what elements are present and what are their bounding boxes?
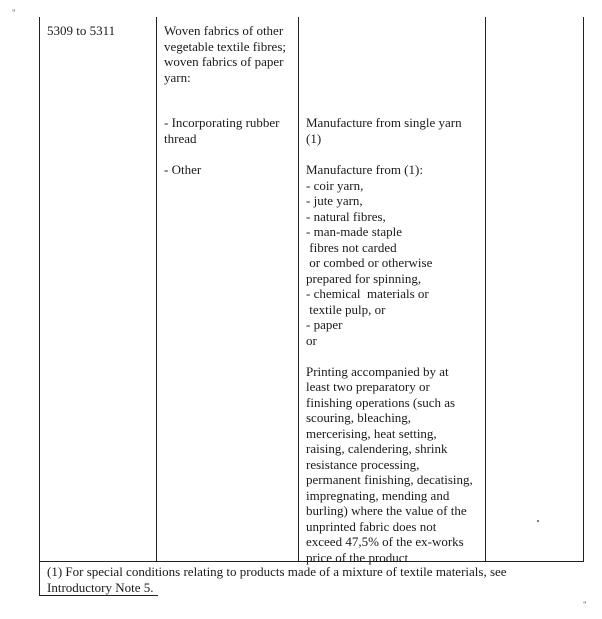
scan-mark-top: " [12, 8, 16, 18]
working-line: burling) where the value of the [306, 503, 467, 518]
working-line: (1) [306, 130, 322, 146]
working-line: impregnating, mending and [306, 487, 450, 503]
working-line: - paper [306, 317, 343, 332]
spacer [306, 348, 473, 364]
description-line: yarn: [164, 69, 191, 85]
working-line: raising, calendering, shrink [306, 441, 448, 456]
working-line: or combed or otherwise [306, 255, 433, 270]
column-divider-2 [298, 17, 299, 562]
description-line: Woven fabrics of other [164, 23, 284, 38]
working-line: exceed 47,5% of the ex-works [306, 534, 464, 549]
working-line: resistance processing, [306, 456, 420, 472]
working-line: textile pulp, or [306, 301, 386, 317]
column-divider-3 [485, 17, 486, 562]
working-line: fibres not carded [306, 239, 397, 255]
description-item-other [164, 162, 201, 178]
scan-mark-bottom: " [583, 600, 587, 610]
working-line: - chemical materials or [306, 286, 429, 301]
description-line: vegetable textile fibres; [164, 38, 287, 54]
footnote-line: (1) For special conditions relating to products made of a mixture of textile materials, see [47, 564, 507, 579]
working-line: - man-made staple [306, 224, 403, 239]
working-line: Printing accompanied by at [306, 363, 449, 379]
description-item-rubber [164, 115, 280, 146]
hs-heading: 5309 to 5311 [47, 23, 116, 38]
table-border-bottom [39, 595, 158, 596]
product-description-cell [164, 23, 286, 85]
table-border-right [583, 17, 584, 562]
description-line: woven fabrics of paper [164, 54, 284, 69]
table-border-left [39, 17, 40, 596]
working-other [306, 162, 473, 565]
working-line: mercerising, heat setting, [306, 425, 437, 441]
footnote-line: Introductory Note 5. [47, 579, 154, 595]
working-line: Manufacture from (1): [306, 162, 423, 177]
working-line: permanent finishing, decatising, [306, 472, 473, 487]
working-line: price of the product [306, 549, 409, 565]
description-line: - Incorporating rubber [164, 115, 280, 130]
working-rubber-thread [306, 115, 462, 146]
working-line: - natural fibres, [306, 208, 386, 224]
working-line: finishing operations (such as [306, 394, 456, 410]
footnote [47, 564, 507, 595]
working-line: prepared for spinning, [306, 270, 422, 286]
working-line: or [306, 332, 317, 348]
description-line: - Other [164, 162, 202, 177]
rules-of-origin-table [39, 17, 585, 596]
column-divider-1 [156, 17, 157, 562]
working-line: scouring, bleaching, [306, 410, 412, 425]
working-line: - jute yarn, [306, 193, 363, 208]
hs-heading-cell [47, 23, 115, 39]
working-line: unprinted fabric does not [306, 518, 437, 534]
working-line: Manufacture from single yarn [306, 115, 462, 130]
working-line: - coir yarn, [306, 177, 364, 193]
working-line: least two preparatory or [306, 379, 430, 394]
description-line: thread [164, 130, 197, 146]
